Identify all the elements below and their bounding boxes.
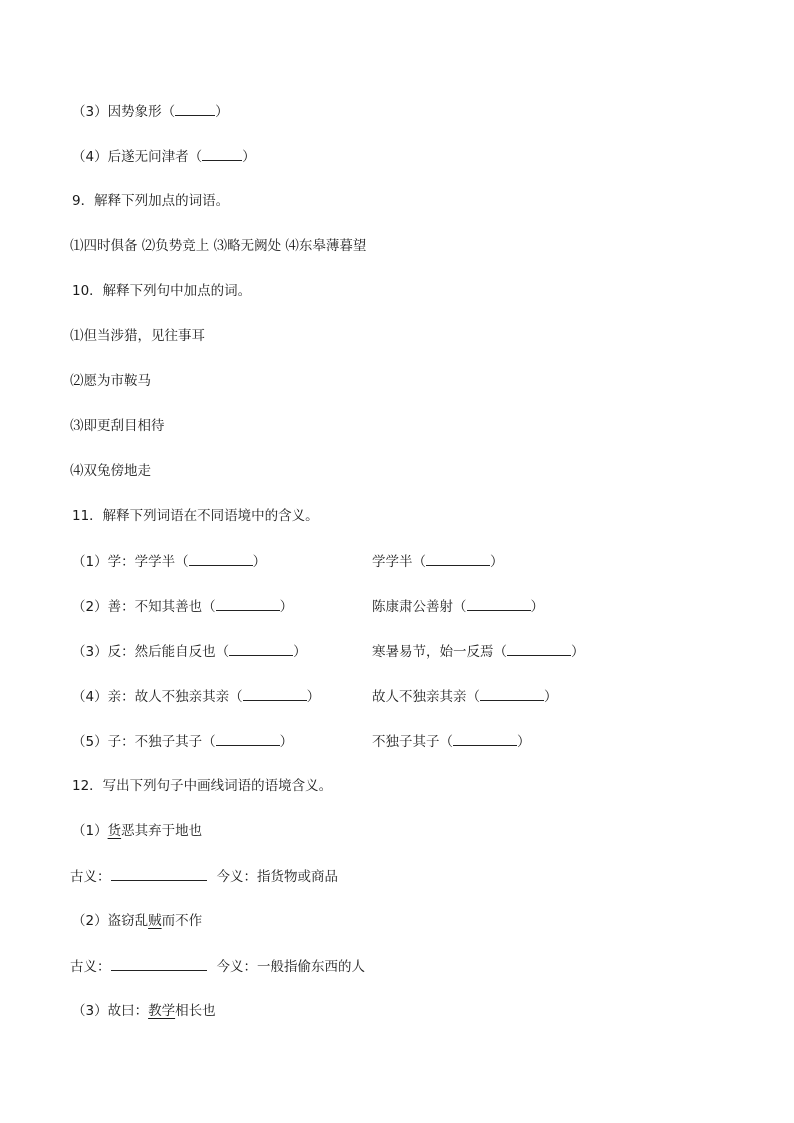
- q9-items: ⑴四时俱备 ⑵负势竞上 ⑶略无阙处 ⑷东皋薄暮望: [70, 238, 367, 254]
- underlined-word: 教学: [148, 1003, 176, 1019]
- q10-item2: ⑵愿为市鞍马: [70, 373, 151, 389]
- q9-title: 9．解释下列加点的词语。: [72, 193, 230, 209]
- answer-blank[interactable]: [243, 686, 307, 701]
- answer-blank[interactable]: [426, 551, 490, 566]
- q11-row1-right: 学学半（ ）: [372, 551, 504, 572]
- q11-row3-right: 寒暑易节，始一反焉（ ）: [372, 641, 585, 662]
- answer-blank[interactable]: [202, 146, 242, 161]
- q8-item3: （3）因势象形（ ）: [72, 101, 229, 122]
- q12-item1: （1）货恶其弃于地也: [72, 823, 203, 839]
- answer-blank[interactable]: [175, 101, 215, 116]
- q8-item4: （4）后遂无问津者（ ）: [72, 146, 256, 167]
- q11-row2-left: （2）善：不知其善也（ ）: [72, 596, 293, 617]
- q11-row1-left: （1）学：学学半（ ）: [72, 551, 266, 572]
- q11-row5-left: （5）子：不独子其子（ ）: [72, 731, 293, 752]
- q12-item2-meanings: 古义： 今义：一般指偷东西的人: [70, 956, 365, 977]
- answer-blank[interactable]: [216, 596, 280, 611]
- answer-blank[interactable]: [111, 866, 207, 881]
- q12-title: 12．写出下列句子中画线词语的语境含义。: [72, 778, 333, 794]
- q12-item3: （3）故曰：教学相长也: [72, 1003, 216, 1019]
- answer-blank[interactable]: [111, 956, 207, 971]
- answer-blank[interactable]: [480, 686, 544, 701]
- q10-item4: ⑷双兔傍地走: [70, 463, 151, 479]
- underlined-word: 贼: [148, 913, 162, 929]
- answer-blank[interactable]: [453, 731, 517, 746]
- q10-item1: ⑴但当涉猎，见往事耳: [70, 328, 205, 344]
- underlined-word: 货: [107, 823, 122, 839]
- answer-blank[interactable]: [216, 731, 280, 746]
- answer-blank[interactable]: [229, 641, 293, 656]
- q10-title: 10．解释下列句中加点的词。: [72, 283, 252, 299]
- q11-row3-left: （3）反：然后能自反也（ ）: [72, 641, 307, 662]
- answer-blank[interactable]: [507, 641, 571, 656]
- q11-title: 11．解释下列词语在不同语境中的含义。: [72, 508, 319, 524]
- q12-item2: （2）盗窃乱贼而不作: [72, 913, 203, 929]
- q11-row4-left: （4）亲：故人不独亲其亲（ ）: [72, 686, 320, 707]
- q11-row4-right: 故人不独亲其亲（ ）: [372, 686, 558, 707]
- q11-row2-right: 陈康肃公善射（ ）: [372, 596, 544, 617]
- q10-item3: ⑶即更刮目相待: [70, 418, 165, 434]
- q11-row5-right: 不独子其子（ ）: [372, 731, 531, 752]
- answer-blank[interactable]: [467, 596, 531, 611]
- q12-item1-meanings: 古义： 今义：指货物或商品: [70, 866, 338, 887]
- answer-blank[interactable]: [189, 551, 253, 566]
